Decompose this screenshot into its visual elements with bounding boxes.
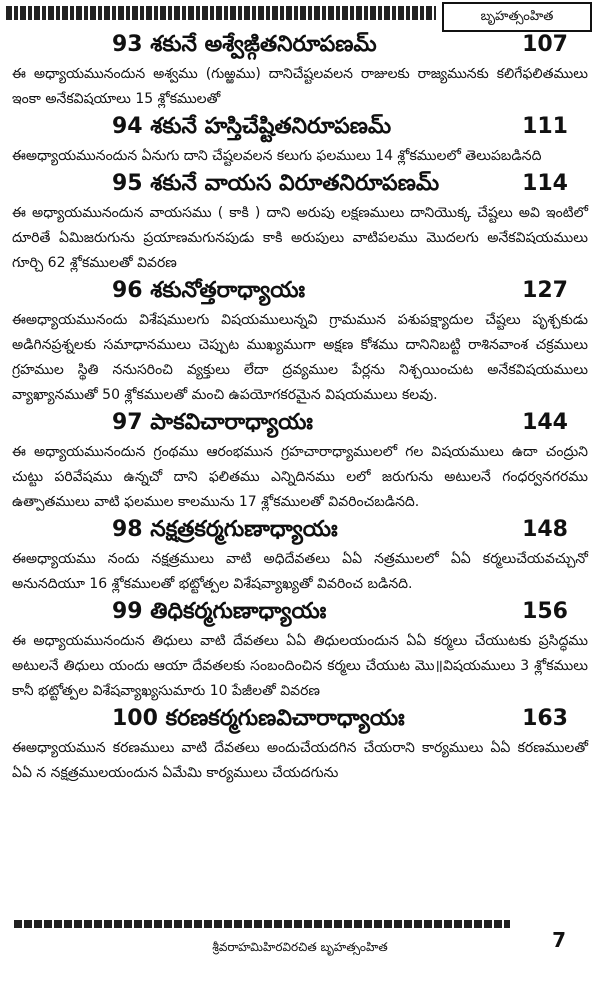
top-border-ornament: [6, 6, 436, 20]
section-title: 100 కరణకర్మగుణవిచారాధ్యాయః: [112, 706, 405, 731]
section-title: 97 పాకవిచారాధ్యాయః: [112, 410, 313, 435]
section-heading: [12, 706, 588, 736]
page-number: 7: [552, 928, 566, 952]
section-summary: ఈఅధ్యాయము నందు నక్షత్రములు వాటి అధిదేవతలు ఏఏ నత్రములలో ఏఏ కర్మలుచేయవచ్చునో అనునదియూ 16 శ్లోకములతో భట్టోత్పల విశేషవ్యాఖ్యతో వివరించ బడినది.: [12, 551, 588, 592]
section-summary: ఈ అధ్యాయమునందున గ్రంథము ఆరంభమున గ్రహచారాధ్యాములలో గల విషయములు ఉదా చంద్రుని చుట్టు పరివేషము ఉన్నచో దాని ఫలితము ఎన్నిదినము లలో జరుగును అటులనే గంధర్వనగరము ఉత్పాతములు వాటి ఫలముల కాలమును 17 శ్లోకములతో వివరించబడినది.: [12, 444, 588, 510]
section-heading: [12, 410, 588, 440]
section-title: 94 శకునే హస్తిచేష్టితనిరూపణమ్: [112, 114, 392, 139]
section-heading: [12, 599, 588, 629]
section-page: 111: [522, 114, 568, 139]
section-page: 163: [522, 706, 568, 731]
section-title: 96 శకునోత్తరాధ్యాయః: [112, 278, 306, 303]
section-heading: [12, 517, 588, 547]
section-page: 156: [522, 599, 568, 624]
bottom-border-ornament: [14, 920, 510, 928]
section-summary: ఈ అధ్యాయమునందున వాయసము ( కాకి ) దాని అరుపు లక్షణములు దానియొక్క చేష్టలు అవి ఇంటిలో దూరితే ఏమిజరుగును ప్రయాణమగునపుడు కాకి అరుపులు వాటిపలము మొదలగు అనేకవిషయములు గూర్చి 62 శ్లోకములతో వివరణ: [12, 205, 588, 271]
section-page: 148: [522, 517, 568, 542]
section-page: 114: [522, 171, 568, 196]
section-title: 95 శకునే వాయస విరూతనిరూపణమ్: [112, 171, 440, 196]
section-summary: ఈఅధ్యాయమున కరణములు వాటి దేవతలు అందుచేయదగిన చేయరాని కార్యములు ఏఏ కరణములతో ఏఏ న నక్షత్రములయందున ఏమేమి కార్యములు చేయదగును: [12, 740, 588, 781]
section-page: 127: [522, 278, 568, 303]
running-head: బృహత్సంహిత: [442, 2, 592, 32]
section-summary: ఈఅధ్యాయమునందున ఏనుగు దాని చేష్టలవలన కలుగు ఫలములు 14 శ్లోకములలో తెలుపబడినది: [12, 148, 542, 164]
footer-title: శ్రీవరాహమిహిరవిరచిత బృహత్సంహిత: [212, 940, 388, 954]
section-summary: ఈఅధ్యాయమునందు విశేషములగు విషయములున్నవి గ్రామమున పశుపక్ష్యాదుల చేష్టలు పృశ్చకుడు అడిగినప్రశ్నలకు సమాధానములు చెప్పుట ముఖ్యముగా అక్షణ కోశము దానినిబట్టి రాశినవాంశ చక్రములు గ్రహముల స్థితి ననుసరించి వ్యక్తులు లేదా ద్రవ్యముల పేర్లను నిశ్చయించుట అనేకవిషయములు వ్యాఖ్యానముతో 50 శ్లోకములతో మంచి ఉపయోగకరమైన విషయములు కలవు.: [12, 312, 588, 403]
section-summary: ఈ అధ్యాయమునందున అశ్వము (గుఱ్ఱము) దానిచేష్టలవలన రాజులకు రాజ్యమునకు కలిగేఫలితములు ఇంకా అనేకవిషయాలు 15 శ్లోకములతో: [12, 66, 588, 107]
section-heading: [12, 171, 588, 201]
contents-list: [12, 30, 588, 786]
section-heading: [12, 114, 588, 144]
section-title: 98 నక్షత్రకర్మగుణాధ్యాయః: [112, 517, 338, 542]
section-page: 144: [522, 410, 568, 435]
section-summary: ఈ అధ్యాయమునందున తిధులు వాటి దేవతలు ఏఏ తిధులయందున ఏఏ కర్మలు చేయుటకు ప్రసిద్ధము అటులనే తిధులు యందు ఆయా దేవతలకు సంబందించిన కర్మలు చేయుట మొ॥విషయములు 3 శ్లోకములు కానీ భట్టోత్పల విశేషవ్యాఖ్యసుమారు 10 పేజీలతో వివరణ: [12, 633, 589, 699]
section-heading: [12, 32, 588, 62]
section-heading: [12, 278, 588, 308]
section-page: 107: [522, 32, 568, 57]
section-title: 93 శకునే అశ్వేఙ్గితనిరూపణమ్: [112, 32, 377, 57]
section-title: 99 తిధికర్మగుణాధ్యాయః: [112, 599, 327, 624]
